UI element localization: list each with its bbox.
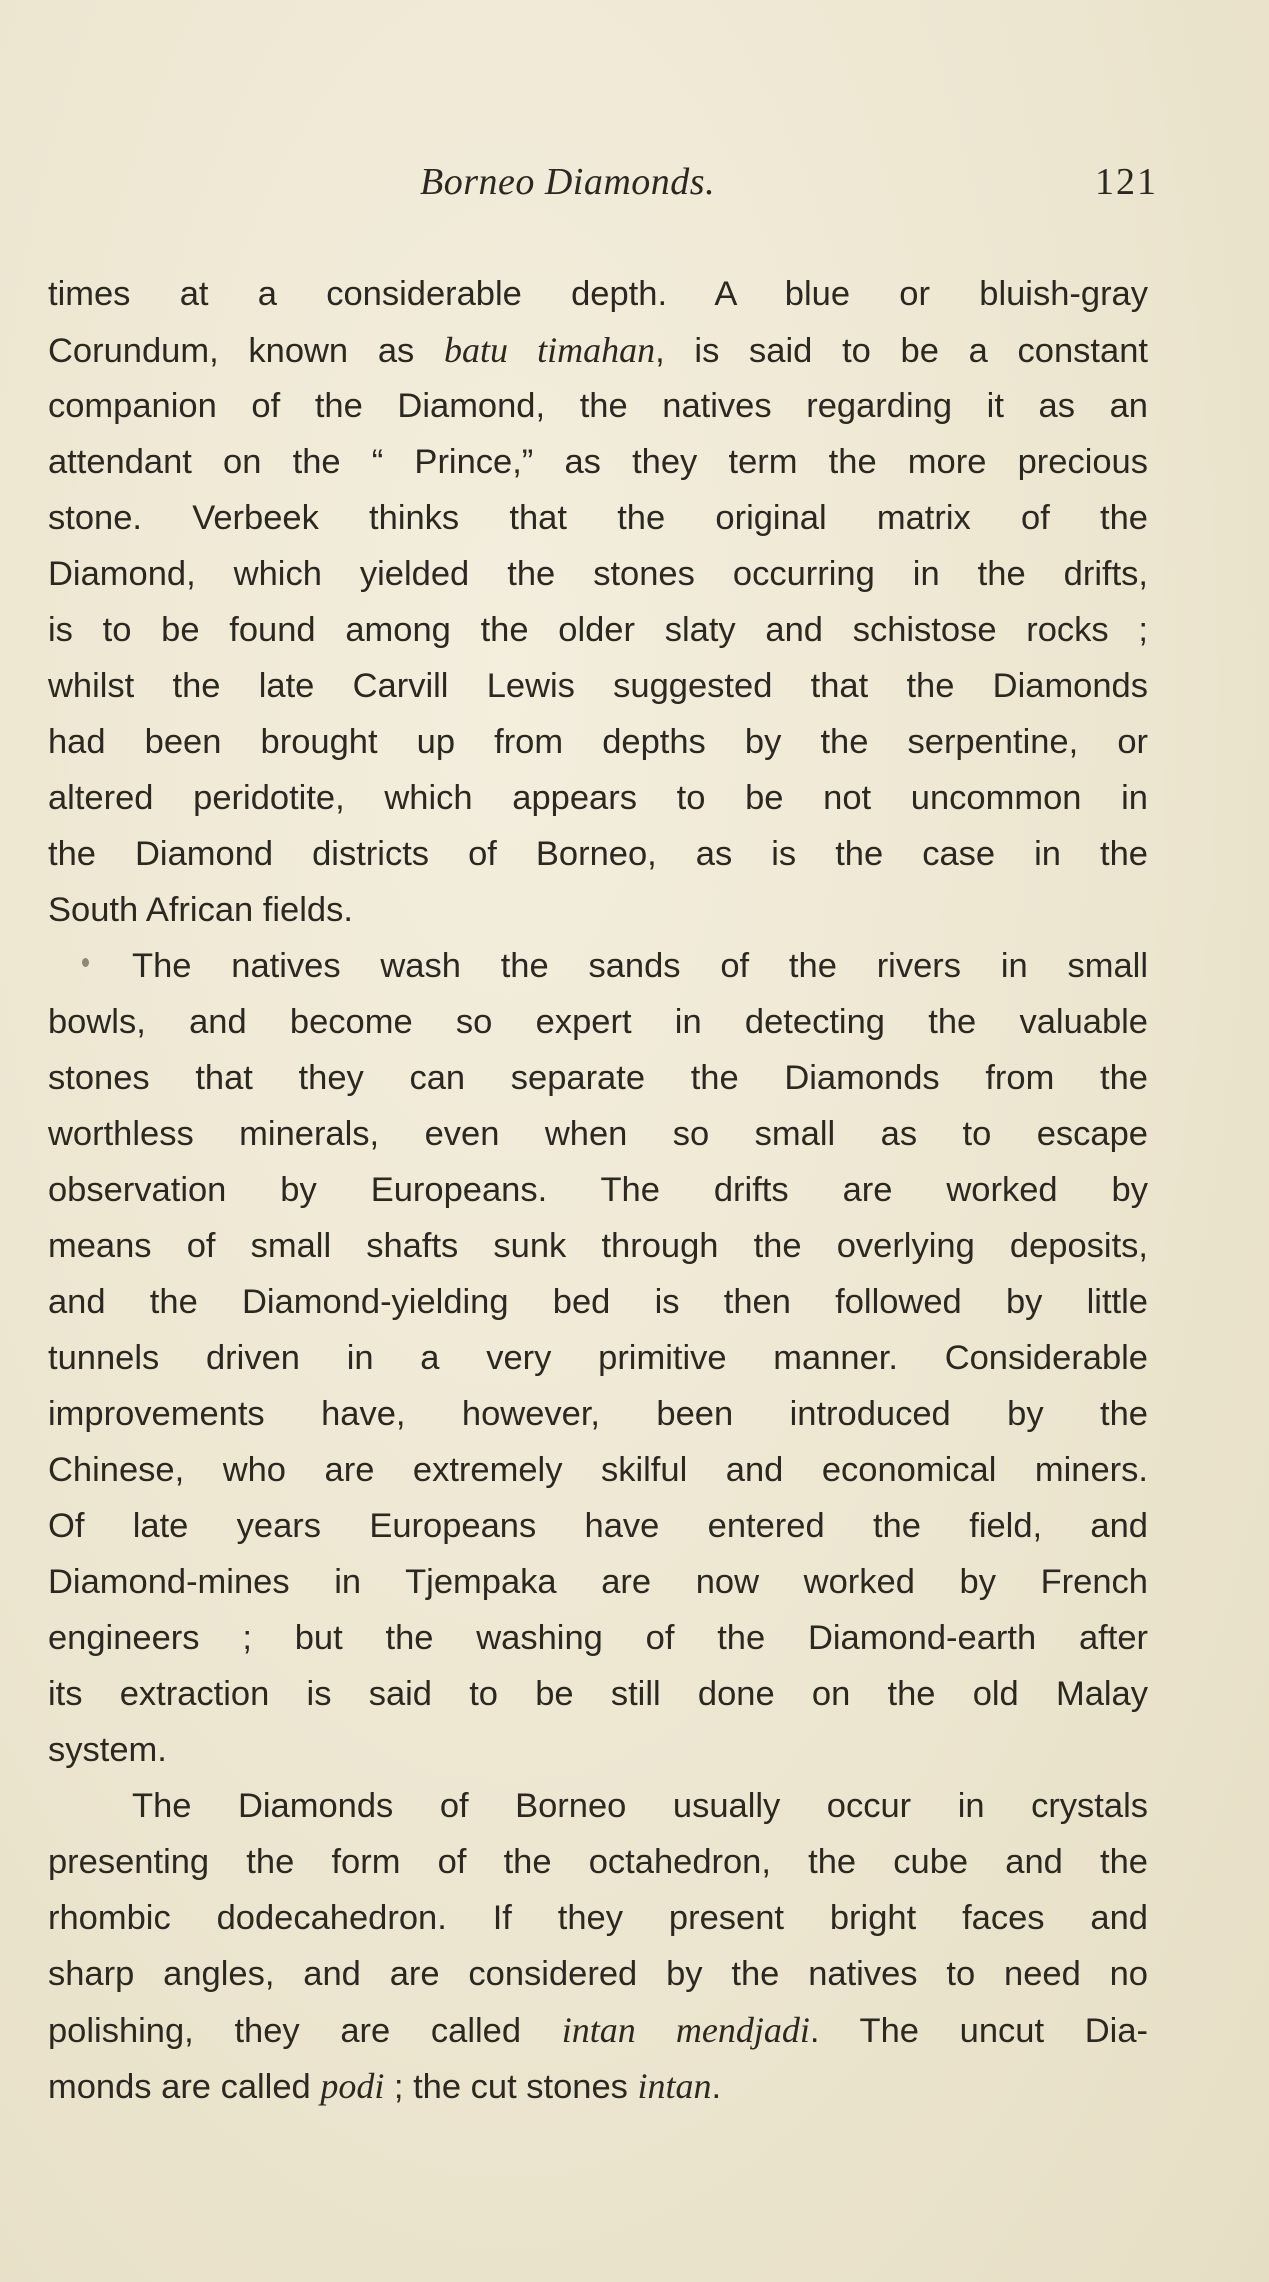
text-run: and the Diamond-yielding bed is then followed by little bbox=[48, 1283, 1148, 1321]
text-run: tunnels driven in a very primitive manner. Considerable bbox=[48, 1339, 1148, 1377]
text-line bbox=[48, 266, 1148, 322]
text-line bbox=[48, 1330, 1148, 1386]
text-run: monds are called bbox=[48, 2068, 321, 2106]
text-run: Corundum, known as bbox=[48, 332, 444, 370]
text-line bbox=[48, 1106, 1148, 1162]
text-line bbox=[48, 434, 1148, 490]
running-head bbox=[0, 160, 1269, 210]
text-line bbox=[48, 994, 1148, 1050]
text-line bbox=[48, 378, 1148, 434]
text-line bbox=[48, 1890, 1148, 1946]
running-title: Borneo Diamonds. bbox=[420, 161, 716, 203]
text-run: rhombic dodecahedron. If they present bright faces and bbox=[48, 1899, 1148, 1937]
text-run: stones that they can separate the Diamonds from the bbox=[48, 1059, 1148, 1097]
text-line bbox=[48, 1834, 1148, 1890]
text-line bbox=[48, 1218, 1148, 1274]
text-run: observation by Europeans. The drifts are worked by bbox=[48, 1171, 1148, 1209]
text-line bbox=[48, 546, 1148, 602]
text-line bbox=[48, 1610, 1148, 1666]
text-run: ; the cut stones bbox=[384, 2068, 638, 2106]
text-line bbox=[48, 1274, 1148, 1330]
text-run: means of small shafts sunk through the overlying deposits, bbox=[48, 1227, 1148, 1265]
text-run: . The uncut Dia- bbox=[809, 2012, 1149, 2050]
text-line bbox=[48, 1386, 1148, 1442]
text-run: companion of the Diamond, the natives regarding it as an bbox=[48, 387, 1148, 425]
text-run: South African fields. bbox=[48, 891, 353, 929]
text-line bbox=[48, 882, 1148, 938]
text-line bbox=[48, 1498, 1148, 1554]
text-line bbox=[48, 1778, 1148, 1834]
text-run: the Diamond districts of Borneo, as is the case in the bbox=[48, 835, 1148, 873]
text-line bbox=[48, 1050, 1148, 1106]
text-run: improvements have, however, been introduced by the bbox=[48, 1395, 1148, 1433]
text-run: stone. Verbeek thinks that the original matrix of the bbox=[48, 499, 1148, 537]
text-run: system. bbox=[48, 1731, 167, 1769]
italic-term: batu timahan bbox=[443, 330, 656, 370]
text-line bbox=[48, 322, 1148, 378]
italic-term: intan mendjadi bbox=[561, 2010, 810, 2050]
text-run: Diamond, which yielded the stones occurring in the drifts, bbox=[48, 555, 1148, 593]
text-line bbox=[48, 602, 1148, 658]
text-run: bowls, and become so expert in detecting the valuable bbox=[48, 1003, 1148, 1041]
text-line bbox=[48, 1442, 1148, 1498]
text-line bbox=[48, 490, 1148, 546]
text-run: is to be found among the older slaty and schistose rocks ; bbox=[48, 611, 1148, 649]
text-line bbox=[48, 770, 1148, 826]
text-line bbox=[48, 2058, 1148, 2114]
text-run: engineers ; but the washing of the Diamond-earth after bbox=[48, 1619, 1148, 1657]
text-run: presenting the form of the octahedron, the cube and the bbox=[48, 1843, 1148, 1881]
text-line bbox=[48, 658, 1148, 714]
text-line bbox=[48, 1554, 1148, 1610]
text-run: Of late years Europeans have entered the field, and bbox=[48, 1507, 1148, 1545]
text-run: . bbox=[711, 2068, 722, 2106]
text-run: polishing, they are called bbox=[48, 2012, 562, 2050]
italic-term: podi bbox=[320, 2066, 385, 2106]
text-line bbox=[48, 714, 1148, 770]
text-run: The natives wash the sands of the rivers in small bbox=[132, 947, 1148, 985]
text-line bbox=[48, 938, 1148, 994]
text-run: times at a considerable depth. A blue or bluish-gray bbox=[48, 275, 1148, 313]
text-run: Diamond-mines in Tjempaka are now worked by French bbox=[48, 1563, 1148, 1601]
text-run: worthless minerals, even when so small as to escape bbox=[48, 1115, 1148, 1153]
text-line bbox=[48, 1162, 1148, 1218]
text-line bbox=[48, 2002, 1148, 2058]
text-line bbox=[48, 1946, 1148, 2002]
text-run: Chinese, who are extremely skilful and economical miners. bbox=[48, 1451, 1148, 1489]
text-line bbox=[48, 826, 1148, 882]
text-run: attendant on the “ Prince,” as they term the more precious bbox=[48, 443, 1148, 481]
text-run: its extraction is said to be still done on the old Malay bbox=[48, 1675, 1148, 1713]
text-run: , is said to be a constant bbox=[655, 332, 1148, 370]
text-run: whilst the late Carvill Lewis suggested that the Diamonds bbox=[48, 667, 1148, 705]
page-number: 121 bbox=[1095, 161, 1158, 203]
italic-term: intan bbox=[637, 2066, 712, 2106]
text-line bbox=[48, 1722, 1148, 1778]
text-run: had been brought up from depths by the serpentine, or bbox=[48, 723, 1148, 761]
text-run: The Diamonds of Borneo usually occur in crystals bbox=[132, 1787, 1148, 1825]
text-line bbox=[48, 1666, 1148, 1722]
body-text bbox=[48, 266, 1148, 2114]
text-run: sharp angles, and are considered by the natives to need no bbox=[48, 1955, 1148, 1993]
text-run: altered peridotite, which appears to be not uncommon in bbox=[48, 779, 1148, 817]
